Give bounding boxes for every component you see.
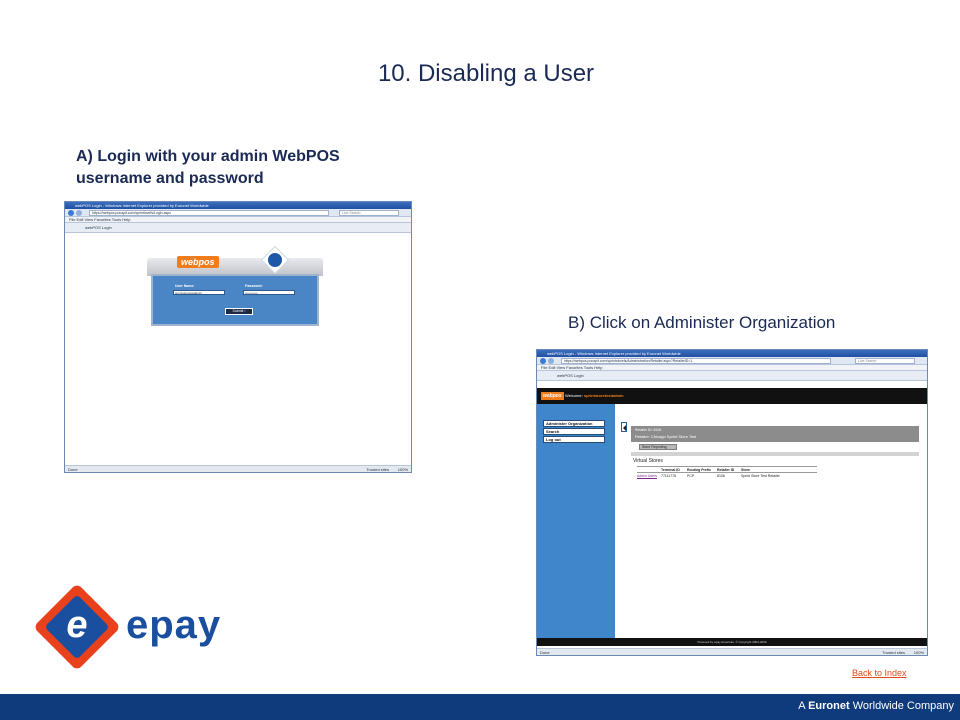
status-text: Done: [540, 650, 550, 655]
address-bar: [537, 357, 927, 365]
app-header: [537, 388, 927, 404]
menu-administer-organization[interactable]: Administer Organization: [543, 420, 605, 427]
retailer-id: Retailer ID: 8106: [635, 428, 662, 432]
retailer-name: Retailer: Chicago Sprint Store Test: [635, 434, 697, 439]
forward-icon[interactable]: [548, 358, 554, 364]
epay-logo-text: epay: [126, 603, 222, 647]
back-icon[interactable]: [540, 358, 546, 364]
webpos-logo: webpos: [177, 256, 219, 268]
virtual-stores-heading: Virtual Stores: [633, 458, 663, 464]
admin-screenshot: [536, 349, 928, 656]
epay-logo-icon: [268, 253, 282, 267]
password-field[interactable]: ••••••••••••: [243, 290, 295, 295]
store-reporting-button[interactable]: Store Reporting: [639, 444, 677, 450]
search-input[interactable]: Live Search: [855, 358, 915, 364]
step-a-instruction: A) Login with your admin WebPOS username and password: [76, 148, 340, 187]
divider: [631, 452, 919, 456]
username-label: User Name:: [175, 284, 195, 288]
zoom-level[interactable]: 100%: [913, 650, 924, 655]
url-input[interactable]: https://webpos.pocapit.com/sprintlovefs/Login.aspx: [89, 210, 329, 216]
forward-icon[interactable]: [76, 210, 82, 216]
euronet-brand: Euronet: [808, 700, 850, 712]
footer-bar: [0, 694, 960, 720]
retailer-info: [631, 426, 919, 442]
status-bar: [65, 465, 411, 472]
admin-users-link[interactable]: Admin Users: [637, 474, 658, 478]
back-to-index-link[interactable]: Back to Index: [852, 668, 907, 678]
epay-logo-glyph: e: [66, 604, 88, 646]
login-form: [151, 274, 319, 326]
step-b-instruction: B) Click on Administer Organization: [568, 313, 836, 332]
virtual-stores-table: [637, 466, 817, 479]
username-field[interactable]: sprintstoretestadmin: [173, 290, 225, 295]
main-content: [627, 404, 927, 638]
column-retailer-id: Retailer ID: [717, 468, 735, 472]
column-terminal-id: Terminal ID: [661, 468, 680, 472]
epay-logo: [34, 584, 224, 674]
column-store: Store: [741, 468, 750, 472]
search-input[interactable]: Live Search: [339, 210, 399, 216]
submit-button[interactable]: Submit ›: [225, 308, 253, 315]
back-icon[interactable]: [68, 210, 74, 216]
url-input[interactable]: https://webpos.pocapit.com/sprintstorefs/Administration/Retailer.aspx?RetailerID=1: [561, 358, 831, 364]
webpos-logo: webpos: [543, 393, 562, 399]
sidebar: [537, 404, 615, 638]
menu-search[interactable]: Search: [543, 428, 605, 435]
table-row: Admin Users 77111776 PCP 8106 Sprint Store Test Retailer: [637, 474, 780, 478]
security-zone: Trusted sites: [366, 467, 389, 472]
footer-text: A Euronet Worldwide Company: [798, 700, 954, 712]
menu-bar[interactable]: File Edit View Favorites Tools Help: [537, 365, 927, 371]
status-text: Done: [68, 467, 78, 472]
menu-bar[interactable]: File Edit View Favorites Tools Help: [65, 217, 411, 223]
login-screenshot: [64, 201, 412, 473]
window-title-bar: webPOS Login - Windows Internet Explorer provided by Euronet Worldwide: [65, 202, 411, 209]
browser-tab[interactable]: webPOS Login: [65, 223, 411, 233]
welcome-text: Welcome: sprintstoretestadmin: [565, 393, 624, 398]
login-box: [147, 250, 323, 328]
security-zone: Trusted sites: [882, 650, 905, 655]
app-footer: Powered by epay Americas. © Copyright 2004-2009: [537, 638, 927, 646]
window-title-bar: webPOS Login - Windows Internet Explorer provided by Euronet Worldwide: [537, 350, 927, 357]
browser-tab[interactable]: webPOS Login: [537, 371, 927, 381]
status-bar: [537, 648, 927, 655]
menu-log-out[interactable]: Log out: [543, 436, 605, 443]
column-routing-prefix: Routing Prefix: [687, 468, 711, 472]
password-label: Password:: [245, 284, 263, 288]
zoom-level[interactable]: 100%: [397, 467, 408, 472]
address-bar: [65, 209, 411, 217]
slide-title: 10. Disabling a User: [377, 60, 595, 87]
